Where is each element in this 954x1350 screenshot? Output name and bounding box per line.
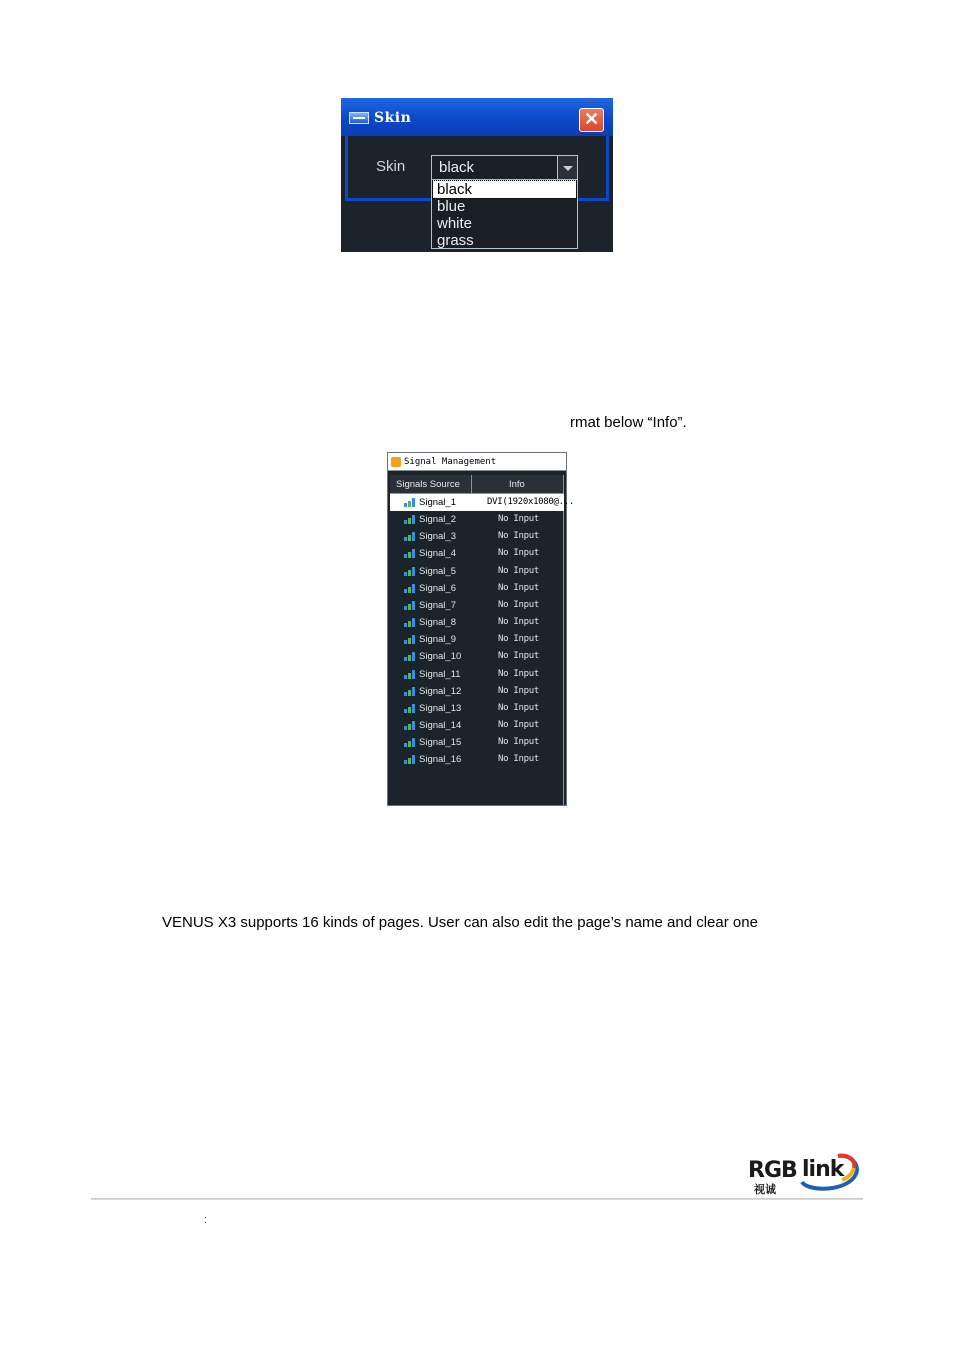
signal-row[interactable] [390,700,564,717]
column-header-info[interactable]: Info [509,479,525,490]
signal-icon [404,549,416,558]
signal-name: Signal_1 [419,497,456,508]
signal-row[interactable] [390,494,575,511]
signal-icon [404,738,416,747]
skin-field-label: Skin [376,158,406,175]
skin-option-blue[interactable]: blue [437,198,466,215]
signal-icon [404,635,416,644]
signal-icon [404,515,416,524]
signal-info: No Input [498,582,539,593]
signal-row[interactable] [390,648,564,665]
signal-icon [404,652,416,661]
skin-options-list [431,180,578,249]
signal-name: Signal_16 [419,754,462,766]
signal-row[interactable] [390,614,564,631]
info-note-text: rmat below “Info”. [570,414,687,431]
signal-name: Signal_10 [419,651,462,663]
logo-rgb-text: RGB [748,1158,797,1183]
signal-name: Signal_6 [419,582,456,594]
logo-chinese-text: 视诚 [754,1184,776,1196]
signal-name: Signal_3 [419,531,456,543]
pages-note-text: VENUS X3 supports 16 kinds of pages. User can also edit the page’s name and clear one [162,914,758,931]
skin-dialog-title: Skin [374,110,412,126]
signal-row[interactable] [390,751,564,768]
signal-name: Signal_4 [419,548,456,560]
signal-info: No Input [498,651,539,662]
signal-row[interactable] [390,597,564,614]
skin-select-value: black [439,159,475,176]
logo-link-text: link [802,1157,844,1182]
signal-row[interactable] [390,563,564,580]
signal-info: No Input [498,737,539,748]
signal-icon [404,670,416,679]
signal-icon [404,567,416,576]
close-icon[interactable]: ✕ [579,108,604,132]
signal-info: No Input [498,702,539,713]
signal-name: Signal_9 [419,634,456,646]
signal-name: Signal_8 [419,617,456,629]
signal-icon [404,687,416,696]
signal-info: No Input [498,531,539,542]
signal-info: No Input [498,685,539,696]
signal-info: No Input [498,599,539,610]
panel-icon [391,457,401,467]
signal-name: Signal_5 [419,565,456,577]
rgblink-logo [748,1150,860,1196]
signal-icon [404,704,416,713]
column-header-source[interactable]: Signals Source [396,479,460,490]
signal-name: Signal_13 [419,702,462,714]
signal-name: Signal_14 [419,719,462,731]
signal-icon [404,755,416,764]
signal-row[interactable] [390,666,564,683]
signal-row[interactable] [390,717,564,734]
signal-icon [404,601,416,610]
signal-info: No Input [498,565,539,576]
signal-icon [404,584,416,593]
signal-name: Signal_7 [419,599,456,611]
signal-info: No Input [498,514,539,525]
chevron-down-icon[interactable] [557,156,577,179]
signal-info: No Input [498,548,539,559]
signal-info: No Input [498,754,539,765]
signal-icon [404,618,416,627]
signal-icon [404,532,416,541]
signal-management-panel [387,452,575,806]
skin-titlebar[interactable] [341,98,613,136]
signal-row[interactable] [390,528,564,545]
signal-info: No Input [498,617,539,628]
signal-info: No Input [498,634,539,645]
header-divider [471,475,472,493]
signal-row[interactable] [390,580,564,597]
signal-icon [404,498,416,507]
footer-divider [91,1198,863,1200]
skin-option-black[interactable]: black [433,181,576,198]
signal-row[interactable] [390,511,564,528]
signal-row[interactable] [390,734,564,751]
signal-info: No Input [498,719,539,730]
skin-option-grass[interactable]: grass [437,232,474,249]
signal-name: Signal_12 [419,685,462,697]
window-icon [349,112,369,124]
signal-name: Signal_2 [419,514,456,526]
signal-icon [404,721,416,730]
signal-panel-title: Signal Management [404,457,497,467]
skin-select[interactable] [431,155,578,180]
signal-panel-titlebar [388,453,566,471]
skin-dialog [341,98,613,252]
signal-row[interactable] [390,545,564,562]
signal-name: Signal_15 [419,737,462,749]
signal-name: Signal_11 [419,668,461,680]
signal-row[interactable] [390,631,564,648]
signal-info: No Input [498,668,539,679]
signal-row[interactable] [390,683,564,700]
signal-info: DVI(1920x1080@... [487,497,575,507]
skin-option-white[interactable]: white [437,215,473,232]
footer-colon: : [204,1214,208,1226]
